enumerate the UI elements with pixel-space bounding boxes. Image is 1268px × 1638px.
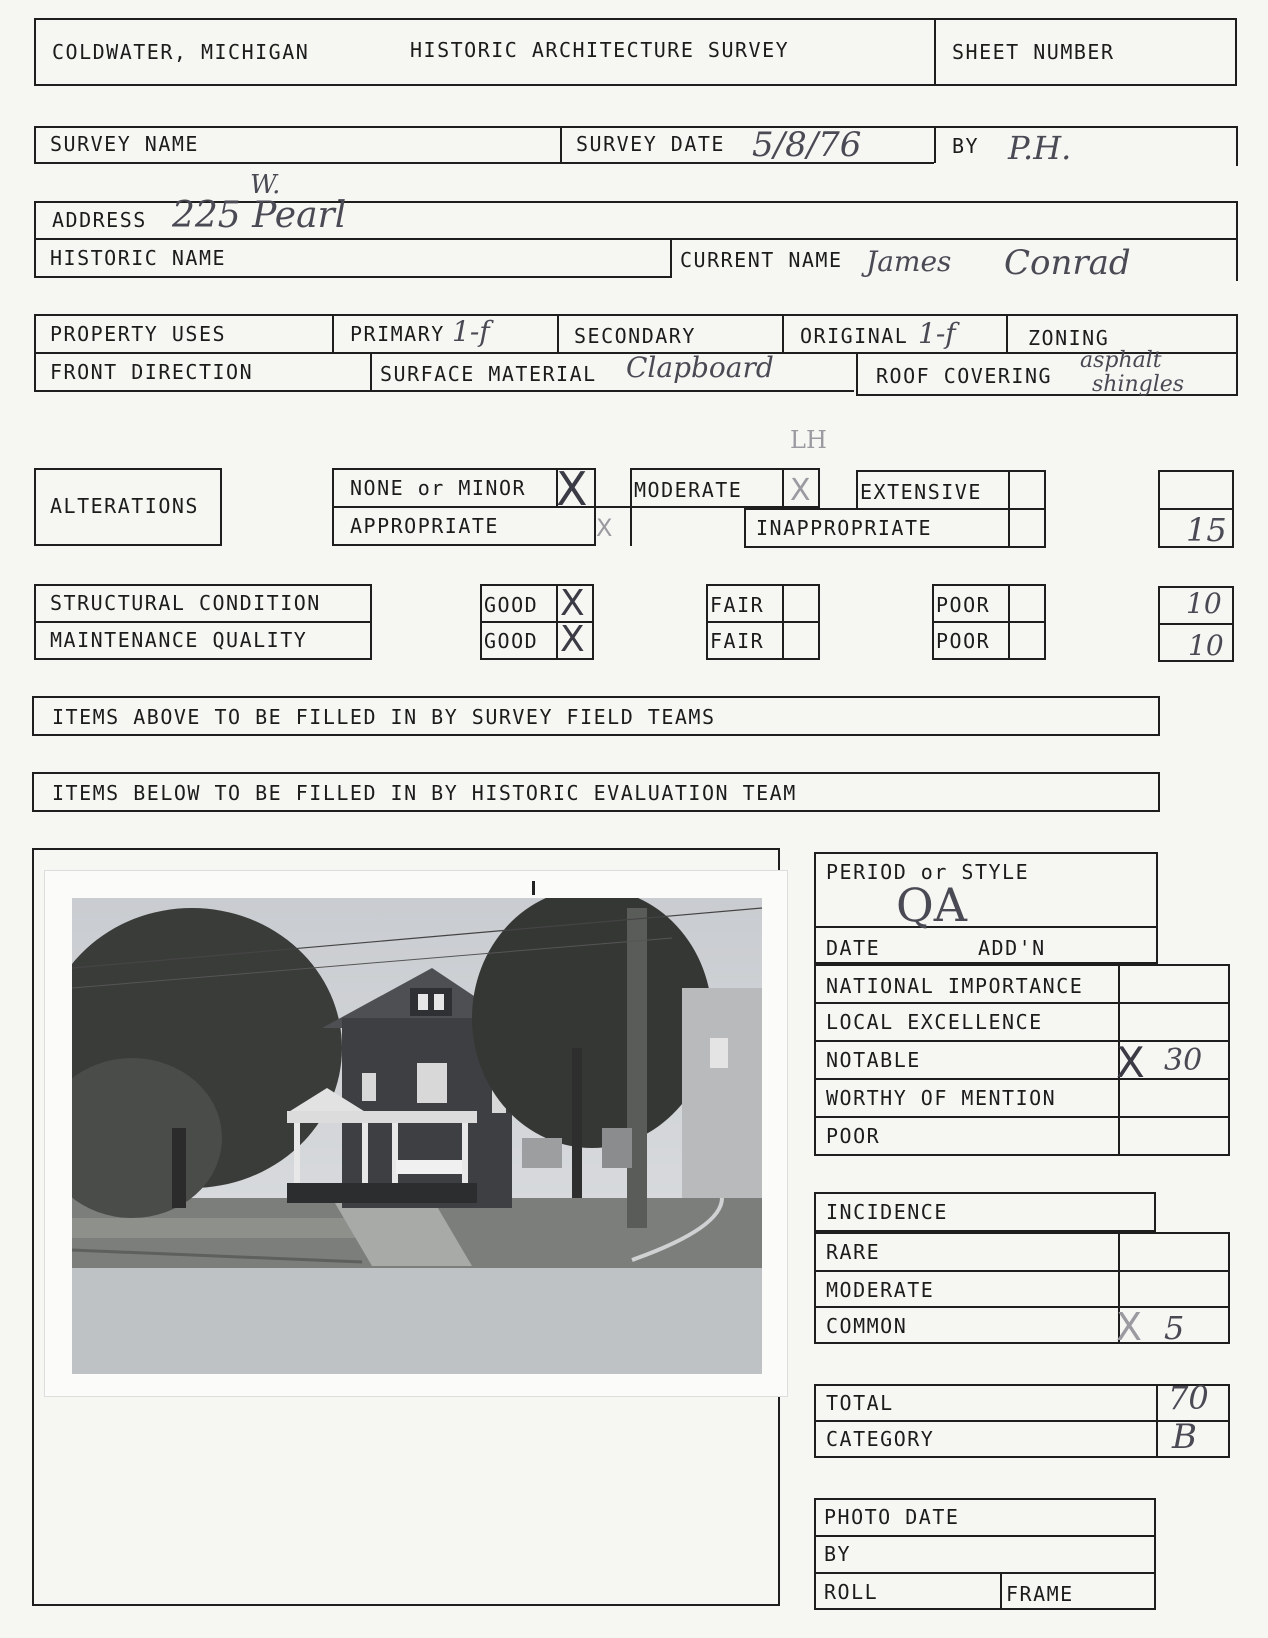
- local-excellence-label: LOCAL EXCELLENCE: [826, 1010, 1043, 1034]
- date-label: DATE: [826, 936, 881, 960]
- zoning-label: ZONING: [1028, 326, 1110, 350]
- form-title: HISTORIC ARCHITECTURE SURVEY: [410, 38, 790, 62]
- alt-extensive-label: EXTENSIVE: [860, 480, 982, 504]
- below-note: ITEMS BELOW TO BE FILLED IN BY HISTORIC EVALUATION TEAM: [52, 781, 797, 805]
- survey-by-value: P.H.: [1008, 129, 1072, 167]
- survey-name-label: SURVEY NAME: [50, 132, 199, 156]
- frame-label: FRAME: [1006, 1582, 1074, 1606]
- alterations-label: ALTERATIONS: [50, 494, 199, 518]
- addn-label: ADD'N: [978, 936, 1046, 960]
- roof-covering-value-1: asphalt: [1080, 348, 1162, 373]
- alt-none-minor-check: X: [556, 462, 588, 516]
- common-check: X: [1116, 1305, 1143, 1349]
- alt-appropriate-label: APPROPRIATE: [350, 514, 499, 538]
- moderate-label: MODERATE: [826, 1278, 935, 1302]
- sheet-number-label: SHEET NUMBER: [952, 40, 1115, 64]
- total-label: TOTAL: [826, 1391, 894, 1415]
- city-label: COLDWATER, MICHIGAN: [52, 40, 310, 64]
- original-value: 1-f: [918, 317, 956, 350]
- national-importance-label: NATIONAL IMPORTANCE: [826, 974, 1084, 998]
- roof-covering-label: ROOF COVERING: [876, 364, 1053, 388]
- maintenance-good-label: GOOD: [484, 629, 539, 653]
- category-value: B: [1172, 1417, 1197, 1457]
- common-score: 5: [1164, 1309, 1185, 1347]
- primary-value: 1-f: [452, 315, 490, 348]
- maintenance-score-value: 10: [1188, 629, 1224, 662]
- photo-date-label: PHOTO DATE: [824, 1505, 960, 1529]
- alt-inappropriate-label: INAPPROPRIATE: [756, 516, 933, 540]
- photo-mount: [45, 871, 787, 1396]
- address-direction-note: W.: [250, 170, 281, 200]
- alt-faint-note: LH: [790, 426, 827, 454]
- maintenance-quality-label: MAINTENANCE QUALITY: [50, 628, 308, 652]
- incidence-label: INCIDENCE: [826, 1200, 948, 1224]
- structural-fair-label: FAIR: [710, 593, 765, 617]
- structural-good-check: X: [560, 583, 585, 624]
- roll-label: ROLL: [824, 1580, 879, 1604]
- maintenance-poor-label: POOR: [936, 629, 991, 653]
- period-style-value: QA: [896, 878, 967, 932]
- poor-label: POOR: [826, 1124, 881, 1148]
- original-label: ORIGINAL: [800, 324, 909, 348]
- structural-poor-label: POOR: [936, 593, 991, 617]
- alt-score-value: 15: [1186, 511, 1227, 549]
- secondary-label: SECONDARY: [574, 324, 696, 348]
- roof-covering-value-2: shingles: [1092, 372, 1185, 397]
- historic-name-label: HISTORIC NAME: [50, 246, 227, 270]
- maintenance-good-check: X: [560, 619, 585, 660]
- above-note: ITEMS ABOVE TO BE FILLED IN BY SURVEY FIELD TEAMS: [52, 705, 716, 729]
- alt-none-minor-label: NONE or MINOR: [350, 476, 527, 500]
- primary-label: PRIMARY: [350, 322, 445, 346]
- address-label: ADDRESS: [52, 208, 147, 232]
- common-label: COMMON: [826, 1314, 908, 1338]
- maintenance-fair-label: FAIR: [710, 629, 765, 653]
- survey-by-label: BY: [952, 134, 980, 158]
- survey-date-label: SURVEY DATE: [576, 132, 725, 156]
- rare-label: RARE: [826, 1240, 881, 1264]
- category-label: CATEGORY: [826, 1427, 935, 1451]
- address-value: 225 Pearl: [172, 195, 347, 236]
- structural-condition-label: STRUCTURAL CONDITION: [50, 591, 321, 615]
- current-name-label: CURRENT NAME: [680, 248, 843, 272]
- survey-date-value: 5/8/76: [752, 125, 862, 165]
- alt-appropriate-check: X: [596, 514, 613, 542]
- property-uses-label: PROPERTY USES: [50, 322, 227, 346]
- house-photo: [72, 898, 762, 1374]
- notable-check: X: [1116, 1038, 1145, 1087]
- structural-score-value: 10: [1186, 587, 1222, 620]
- period-style-label: PERIOD or STYLE: [826, 860, 1030, 884]
- surface-material-value: Clapboard: [626, 351, 774, 384]
- current-name-last: Conrad: [1004, 243, 1131, 283]
- surface-material-label: SURFACE MATERIAL: [380, 362, 597, 386]
- photo-by-label: BY: [824, 1542, 852, 1566]
- alt-moderate-label: MODERATE: [634, 478, 743, 502]
- front-direction-label: FRONT DIRECTION: [50, 360, 254, 384]
- photo-mark: [532, 881, 535, 895]
- total-value: 70: [1168, 1379, 1209, 1417]
- worthy-label: WORTHY OF MENTION: [826, 1086, 1057, 1110]
- notable-score: 30: [1164, 1043, 1203, 1078]
- current-name-first: James: [866, 245, 952, 278]
- notable-label: NOTABLE: [826, 1048, 921, 1072]
- structural-good-label: GOOD: [484, 593, 539, 617]
- alt-moderate-check: X: [790, 473, 811, 508]
